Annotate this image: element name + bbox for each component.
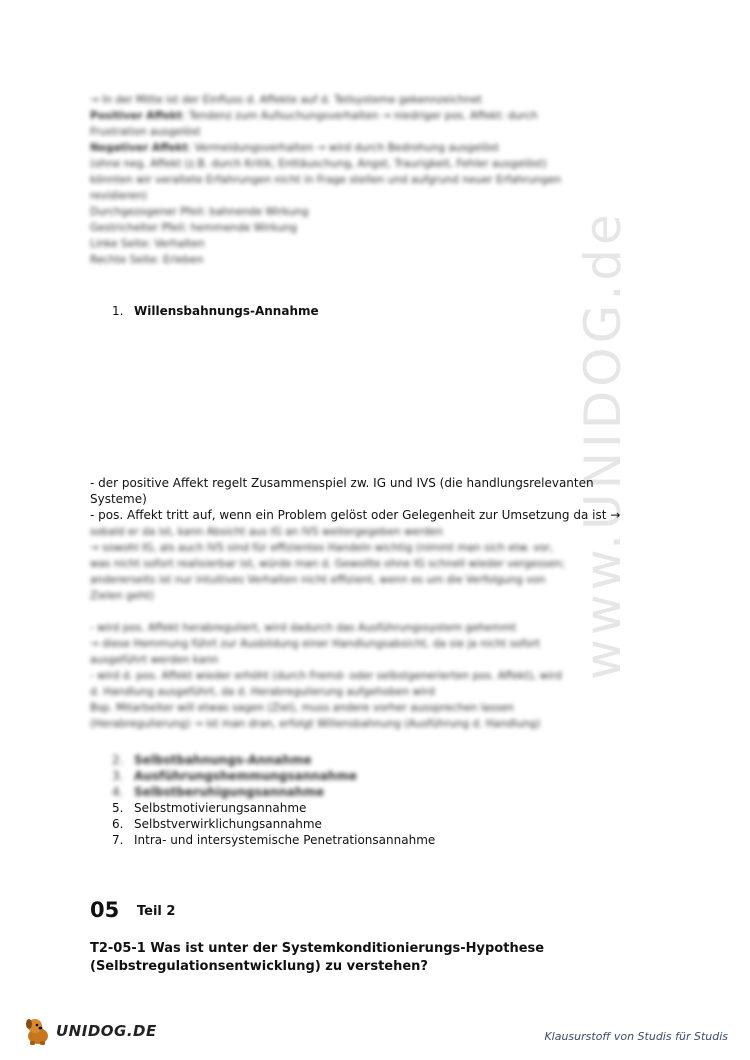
blurred-line xyxy=(90,172,650,188)
line-text: Linke Seite: Verhalten xyxy=(90,238,205,250)
list-item xyxy=(112,816,322,832)
blurred-line xyxy=(90,220,650,236)
paragraph-line: Systeme) xyxy=(90,492,147,506)
blurred-line xyxy=(90,556,650,572)
line-text: Frustration ausgelöst xyxy=(90,126,201,138)
blurred-top-block xyxy=(90,92,650,268)
blurred-line xyxy=(90,124,650,140)
blurred-line xyxy=(90,236,650,252)
blurred-line xyxy=(90,572,650,588)
list-number: 2. xyxy=(112,753,124,767)
list-number: 4. xyxy=(112,785,124,799)
line-text: (Herabregulierung) → ist man dran, erfolgt Willensbahnung (Ausführung d. Handlung) xyxy=(90,718,541,730)
sharp-paragraph xyxy=(90,475,660,523)
blurred-line xyxy=(90,92,650,108)
blurred-line xyxy=(90,540,650,556)
line-text: : Vermeidungsverhalten → wird durch Bedrohung ausgelöst xyxy=(187,142,499,154)
blurred-line xyxy=(90,604,650,620)
paragraph-line: - pos. Affekt tritt auf, wenn ein Problem gelöst oder Gelegenheit zur Umsetzung da ist → xyxy=(90,508,621,522)
line-text: Bsp. Mitarbeiter will etwas sagen (Ziel), muss andere vorher aussprechen lassen xyxy=(90,702,514,714)
blurred-line xyxy=(90,204,650,220)
paragraph-line: - der positive Affekt regelt Zusammenspiel zw. IG und IVS (die handlungsrelevanten xyxy=(90,476,594,490)
section-title: Teil 2 xyxy=(137,904,176,919)
footer-logo[interactable] xyxy=(24,1014,157,1048)
line-text: andererseits ist nur intuitives Verhalten nicht effizient, wenn es um die Verfolgung von xyxy=(90,574,546,586)
list-label: Selbstverwirklichungsannahme xyxy=(134,817,322,831)
line-text: ausgeführt werden kann xyxy=(90,654,219,666)
list-item xyxy=(112,752,312,768)
blurred-line xyxy=(90,652,650,668)
blurred-line xyxy=(90,684,650,700)
blurred-line xyxy=(90,716,650,732)
list-label: Intra- und intersystemische Penetrationsannahme xyxy=(134,833,436,847)
line-text: Zielen geht) xyxy=(90,590,154,602)
list-label: Ausführungshemmungsannahme xyxy=(134,769,357,783)
question-text: T2-05-1 Was ist unter der Systemkonditionierungs-Hypothese (Selbstregulationsentwicklung) zu verstehen? xyxy=(90,941,545,974)
list-label: Selbstbahnungs-Annahme xyxy=(134,753,312,767)
blurred-middle-block xyxy=(90,524,650,732)
list-number: 5. xyxy=(112,801,124,815)
line-text: sobald er da ist, kann Absicht aus IG an IVS weitergegeben werden xyxy=(90,526,443,538)
list-number: 6. xyxy=(112,817,124,831)
blurred-line xyxy=(90,140,650,156)
blurred-line xyxy=(90,588,650,604)
footer-tagline: Klausurstoff von Studis für Studis xyxy=(544,1030,728,1043)
footer-brand: UNIDOG.DE xyxy=(56,1022,157,1040)
line-text: könnten wir veraltete Erfahrungen nicht in Frage stellen und aufgrund neuer Erfahrungen xyxy=(90,174,562,186)
line-text: → sowohl IG, als auch IVS sind für effizientes Handeln wichtig (nimmt man sich etw. vor, xyxy=(90,542,554,554)
list-number: 3. xyxy=(112,769,124,783)
line-text: → In der Mitte ist der Einfluss d. Affekte auf d. Teilsysteme gekennzeichnet xyxy=(90,94,482,106)
line-text: Durchgezogener Pfeil: bahnende Wirkung xyxy=(90,206,309,218)
list-item xyxy=(112,800,306,816)
watermark: www.UNIDOG.de xyxy=(574,210,632,680)
list-label: Selbstberuhigungsannahme xyxy=(134,785,325,799)
list-number: 1. xyxy=(112,304,124,318)
blurred-line xyxy=(90,156,650,172)
list-label: Willensbahnungs-Annahme xyxy=(134,304,319,318)
section-number: 05 xyxy=(90,898,120,922)
list-number: 7. xyxy=(112,833,124,847)
blurred-line xyxy=(90,700,650,716)
dog-logo-icon xyxy=(24,1016,52,1046)
line-text xyxy=(90,606,93,618)
blurred-line xyxy=(90,636,650,652)
line-text: d. Handlung ausgeführt, da d. Herabregulierung aufgehoben wird xyxy=(90,686,435,698)
line-text: Rechte Seite: Erleben xyxy=(90,254,204,266)
blurred-line xyxy=(90,108,650,124)
list-item xyxy=(112,832,435,848)
line-text: - wird d. pos. Affekt wieder erhöht (durch Fremd- oder selbstgenerierten pos. Affekt), wird xyxy=(90,670,562,682)
bold-term: Negativer Affekt xyxy=(90,142,188,154)
blurred-line xyxy=(90,668,650,684)
line-text: → diese Hemmung führt zur Ausbildung einer Handlungsabsicht, da sie ja nicht sofort xyxy=(90,638,541,650)
blurred-line xyxy=(90,188,650,204)
blurred-line xyxy=(90,524,650,540)
line-text: (ohne neg. Affekt (z.B. durch Kritik, Enttäuschung, Angst, Traurigkeit, Fehler ausgelöst) xyxy=(90,158,547,170)
bold-term: Positiver Affekt xyxy=(90,110,182,122)
line-text: revidieren) xyxy=(90,190,148,202)
list-item xyxy=(112,768,357,784)
line-text: Gestrichelter Pfeil: hemmende Wirkung xyxy=(90,222,297,234)
line-text: was nicht sofort realisierbar ist, würde man d. Gewollte ohne IG schnell wieder vergessen; xyxy=(90,558,565,570)
blurred-line xyxy=(90,620,650,636)
list-item xyxy=(112,784,324,800)
list-item-1 xyxy=(112,303,319,319)
line-text: - wird pos. Affekt herabreguliert, wird dadurch das Ausführungssystem gehemmt xyxy=(90,622,517,634)
line-text: : Tendenz zum Aufsuchungsverhalten → niedriger pos. Affekt: durch xyxy=(181,110,538,122)
list-label: Selbstmotivierungsannahme xyxy=(134,801,307,815)
blurred-line xyxy=(90,252,650,268)
